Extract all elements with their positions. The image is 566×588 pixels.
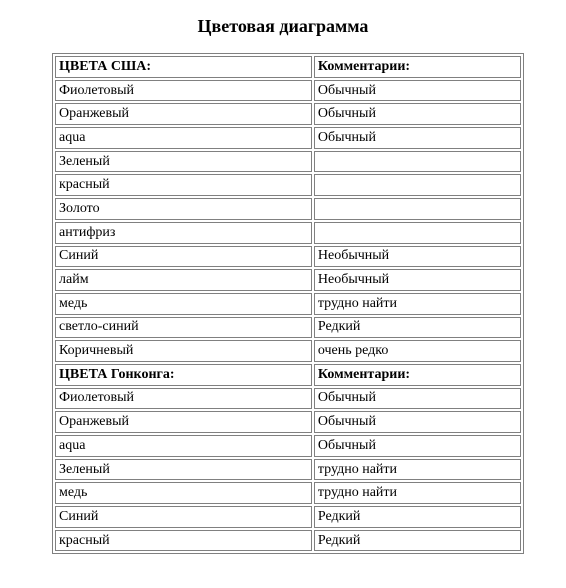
comment-cell: Редкий bbox=[314, 317, 521, 339]
table-row bbox=[55, 340, 521, 362]
color-name-cell: красный bbox=[55, 530, 312, 552]
table-row bbox=[55, 435, 521, 457]
comment-cell: Обычный bbox=[314, 411, 521, 433]
color-name-cell: Зеленый bbox=[55, 151, 312, 173]
table-row bbox=[55, 80, 521, 102]
table-row bbox=[55, 411, 521, 433]
table-row bbox=[55, 506, 521, 528]
comment-cell bbox=[314, 222, 521, 244]
color-name-cell: антифриз bbox=[55, 222, 312, 244]
comment-cell: Обычный bbox=[314, 127, 521, 149]
comment-cell bbox=[314, 198, 521, 220]
comment-cell: Обычный bbox=[314, 103, 521, 125]
color-name-cell: Золото bbox=[55, 198, 312, 220]
comment-cell: Редкий bbox=[314, 530, 521, 552]
table-row bbox=[55, 103, 521, 125]
color-name-cell: Фиолетовый bbox=[55, 388, 312, 410]
color-name-cell: Фиолетовый bbox=[55, 80, 312, 102]
table-body bbox=[55, 56, 521, 551]
comment-cell: Обычный bbox=[314, 435, 521, 457]
comment-cell: трудно найти bbox=[314, 482, 521, 504]
table-row bbox=[55, 174, 521, 196]
comment-cell: трудно найти bbox=[314, 293, 521, 315]
section-header-name: ЦВЕТА Гонконга: bbox=[55, 364, 312, 386]
color-name-cell: Синий bbox=[55, 506, 312, 528]
comment-cell bbox=[314, 151, 521, 173]
color-name-cell: красный bbox=[55, 174, 312, 196]
section-header-comment: Комментарии: bbox=[314, 364, 521, 386]
comment-cell bbox=[314, 174, 521, 196]
table-row bbox=[55, 459, 521, 481]
section-header-row bbox=[55, 364, 521, 386]
table-row bbox=[55, 151, 521, 173]
comment-cell: трудно найти bbox=[314, 459, 521, 481]
comment-cell: Обычный bbox=[314, 80, 521, 102]
color-name-cell: медь bbox=[55, 482, 312, 504]
color-name-cell: светло-синий bbox=[55, 317, 312, 339]
comment-cell: очень редко bbox=[314, 340, 521, 362]
color-name-cell: aqua bbox=[55, 435, 312, 457]
table-row bbox=[55, 269, 521, 291]
color-name-cell: Оранжевый bbox=[55, 411, 312, 433]
table-row bbox=[55, 482, 521, 504]
section-header-name: ЦВЕТА США: bbox=[55, 56, 312, 78]
color-name-cell: Синий bbox=[55, 246, 312, 268]
table-row bbox=[55, 530, 521, 552]
table-row bbox=[55, 222, 521, 244]
color-chart-table bbox=[52, 53, 524, 554]
comment-cell: Редкий bbox=[314, 506, 521, 528]
page-title: Цветовая диаграмма bbox=[197, 16, 369, 36]
color-name-cell: Оранжевый bbox=[55, 103, 312, 125]
color-name-cell: Зеленый bbox=[55, 459, 312, 481]
color-name-cell: Коричневый bbox=[55, 340, 312, 362]
color-name-cell: медь bbox=[55, 293, 312, 315]
table-row bbox=[55, 246, 521, 268]
color-name-cell: лайм bbox=[55, 269, 312, 291]
section-header-row bbox=[55, 56, 521, 78]
table-row bbox=[55, 388, 521, 410]
table-row bbox=[55, 317, 521, 339]
comment-cell: Необычный bbox=[314, 246, 521, 268]
color-name-cell: aqua bbox=[55, 127, 312, 149]
table-row bbox=[55, 127, 521, 149]
comment-cell: Необычный bbox=[314, 269, 521, 291]
table-row bbox=[55, 198, 521, 220]
table-row bbox=[55, 293, 521, 315]
comment-cell: Обычный bbox=[314, 388, 521, 410]
section-header-comment: Комментарии: bbox=[314, 56, 521, 78]
